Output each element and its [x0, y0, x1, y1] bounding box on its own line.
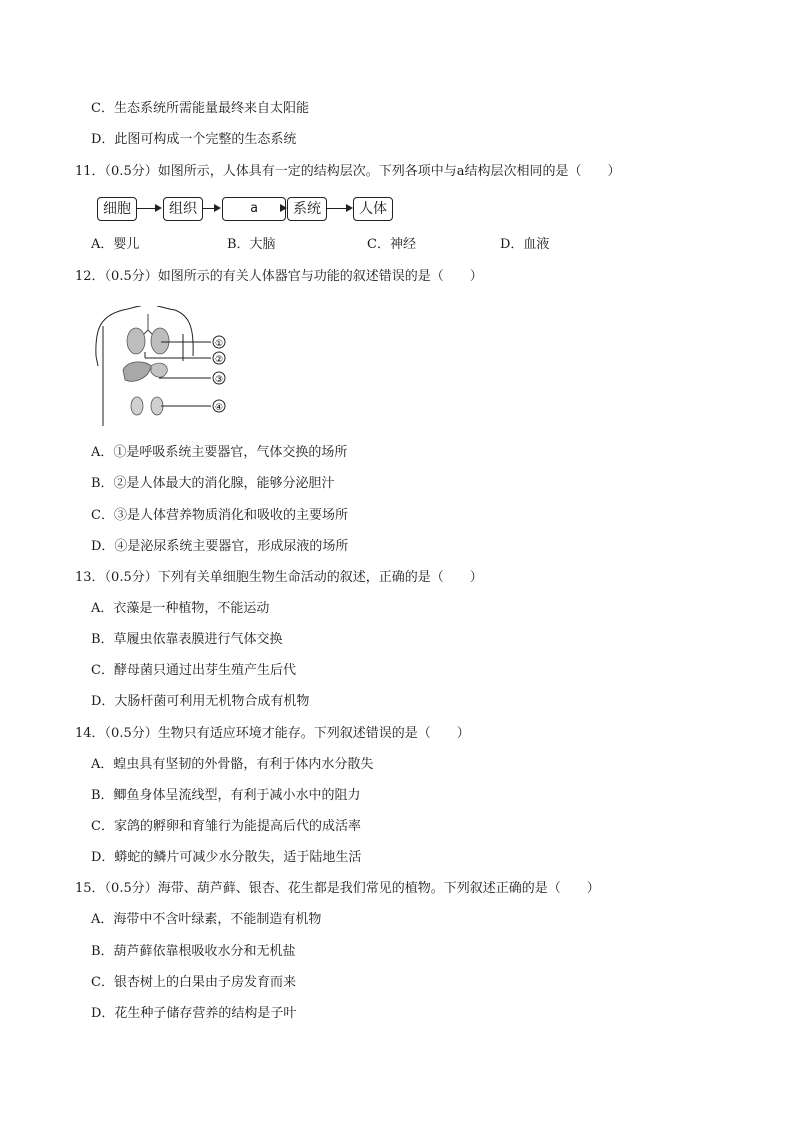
q11-option-d: D．血液: [500, 237, 550, 252]
q15-option-c: C．银杏树上的白果由子房发育而来: [91, 975, 296, 990]
q13-stem: 13．（0.5分）下列有关单细胞生物生命活动的叙述，正确的是（ ）: [75, 570, 483, 585]
q15-option-a: A．海带中不含叶绿素，不能制造有机物: [91, 912, 322, 927]
q12-option-a: A．①是呼吸系统主要器官，气体交换的场所: [91, 445, 348, 460]
q14-option-a: A．蝗虫具有坚韧的外骨骼，有利于体内水分散失: [91, 757, 374, 772]
q13-option-a: A．衣藻是一种植物，不能运动: [91, 601, 270, 616]
flow-box-tissue: 组织: [163, 197, 203, 221]
q11-option-a: A．婴儿: [91, 237, 140, 252]
q13-option-b: B．草履虫依靠表膜进行气体交换: [91, 632, 283, 647]
q13-option-c: C．酵母菌只通过出芽生殖产生后代: [91, 663, 296, 678]
q12-option-b: B．②是人体最大的消化腺，能够分泌胆汁: [91, 476, 335, 491]
q14-stem: 14．（0.5分）生物只有适应环境才能存。下列叙述错误的是（ ）: [75, 726, 470, 741]
figure-label-1: ①: [214, 339, 224, 349]
figure-label-4: ④: [214, 403, 224, 413]
q14-option-b: B．鲫鱼身体呈流线型，有利于减小水中的阻力: [91, 788, 361, 803]
q12-option-c: C．③是人体营养物质消化和吸收的主要场所: [91, 508, 348, 523]
flow-box-system: 系统: [287, 197, 327, 221]
q13-option-d: D．大肠杆菌可利用无机物合成有机物: [91, 694, 310, 709]
flow-arrow: [136, 208, 160, 209]
q12-option-d: D．④是泌尿系统主要器官，形成尿液的场所: [91, 539, 349, 554]
flow-arrow: [202, 208, 219, 209]
human-torso-organ-diagram: [93, 306, 243, 430]
q15-option-b: B．葫芦藓依靠根吸收水分和无机盐: [91, 944, 296, 959]
q11-option-b: B．大脑: [227, 237, 276, 252]
figure-label-3: ③: [214, 375, 224, 385]
human-organs-figure: [93, 306, 243, 430]
structure-level-flow-diagram: [97, 197, 397, 221]
q10-option-c: C．生态系统所需能量最终来自太阳能: [91, 101, 309, 116]
q12-stem: 12．（0.5分）如图所示的有关人体器官与功能的叙述错误的是（ ）: [75, 269, 483, 284]
q15-stem: 15．（0.5分）海带、葫芦藓、银杏、花生都是我们常见的植物。下列叙述正确的是（ ）: [75, 881, 600, 896]
q11-options: [91, 236, 711, 254]
figure-label-2: ②: [214, 355, 224, 365]
q14-option-c: C．家鸽的孵卵和育雏行为能提高后代的成活率: [91, 819, 361, 834]
q15-option-d: D．花生种子储存营养的结构是子叶: [91, 1006, 297, 1021]
q10-option-d: D．此图可构成一个完整的生态系统: [91, 132, 297, 147]
flow-box-a: a: [222, 197, 286, 221]
flow-arrow: [326, 208, 351, 209]
q14-option-d: D．蟒蛇的鳞片可减少水分散失，适于陆地生活: [91, 850, 362, 865]
flow-box-human-body: 人体: [353, 197, 393, 221]
q11-option-c: C．神经: [367, 237, 416, 252]
q11-stem: 11．（0.5分）如图所示，人体具有一定的结构层次。下列各项中与a结构层次相同的是（ ）: [75, 164, 621, 179]
flow-box-cell: 细胞: [97, 197, 137, 221]
